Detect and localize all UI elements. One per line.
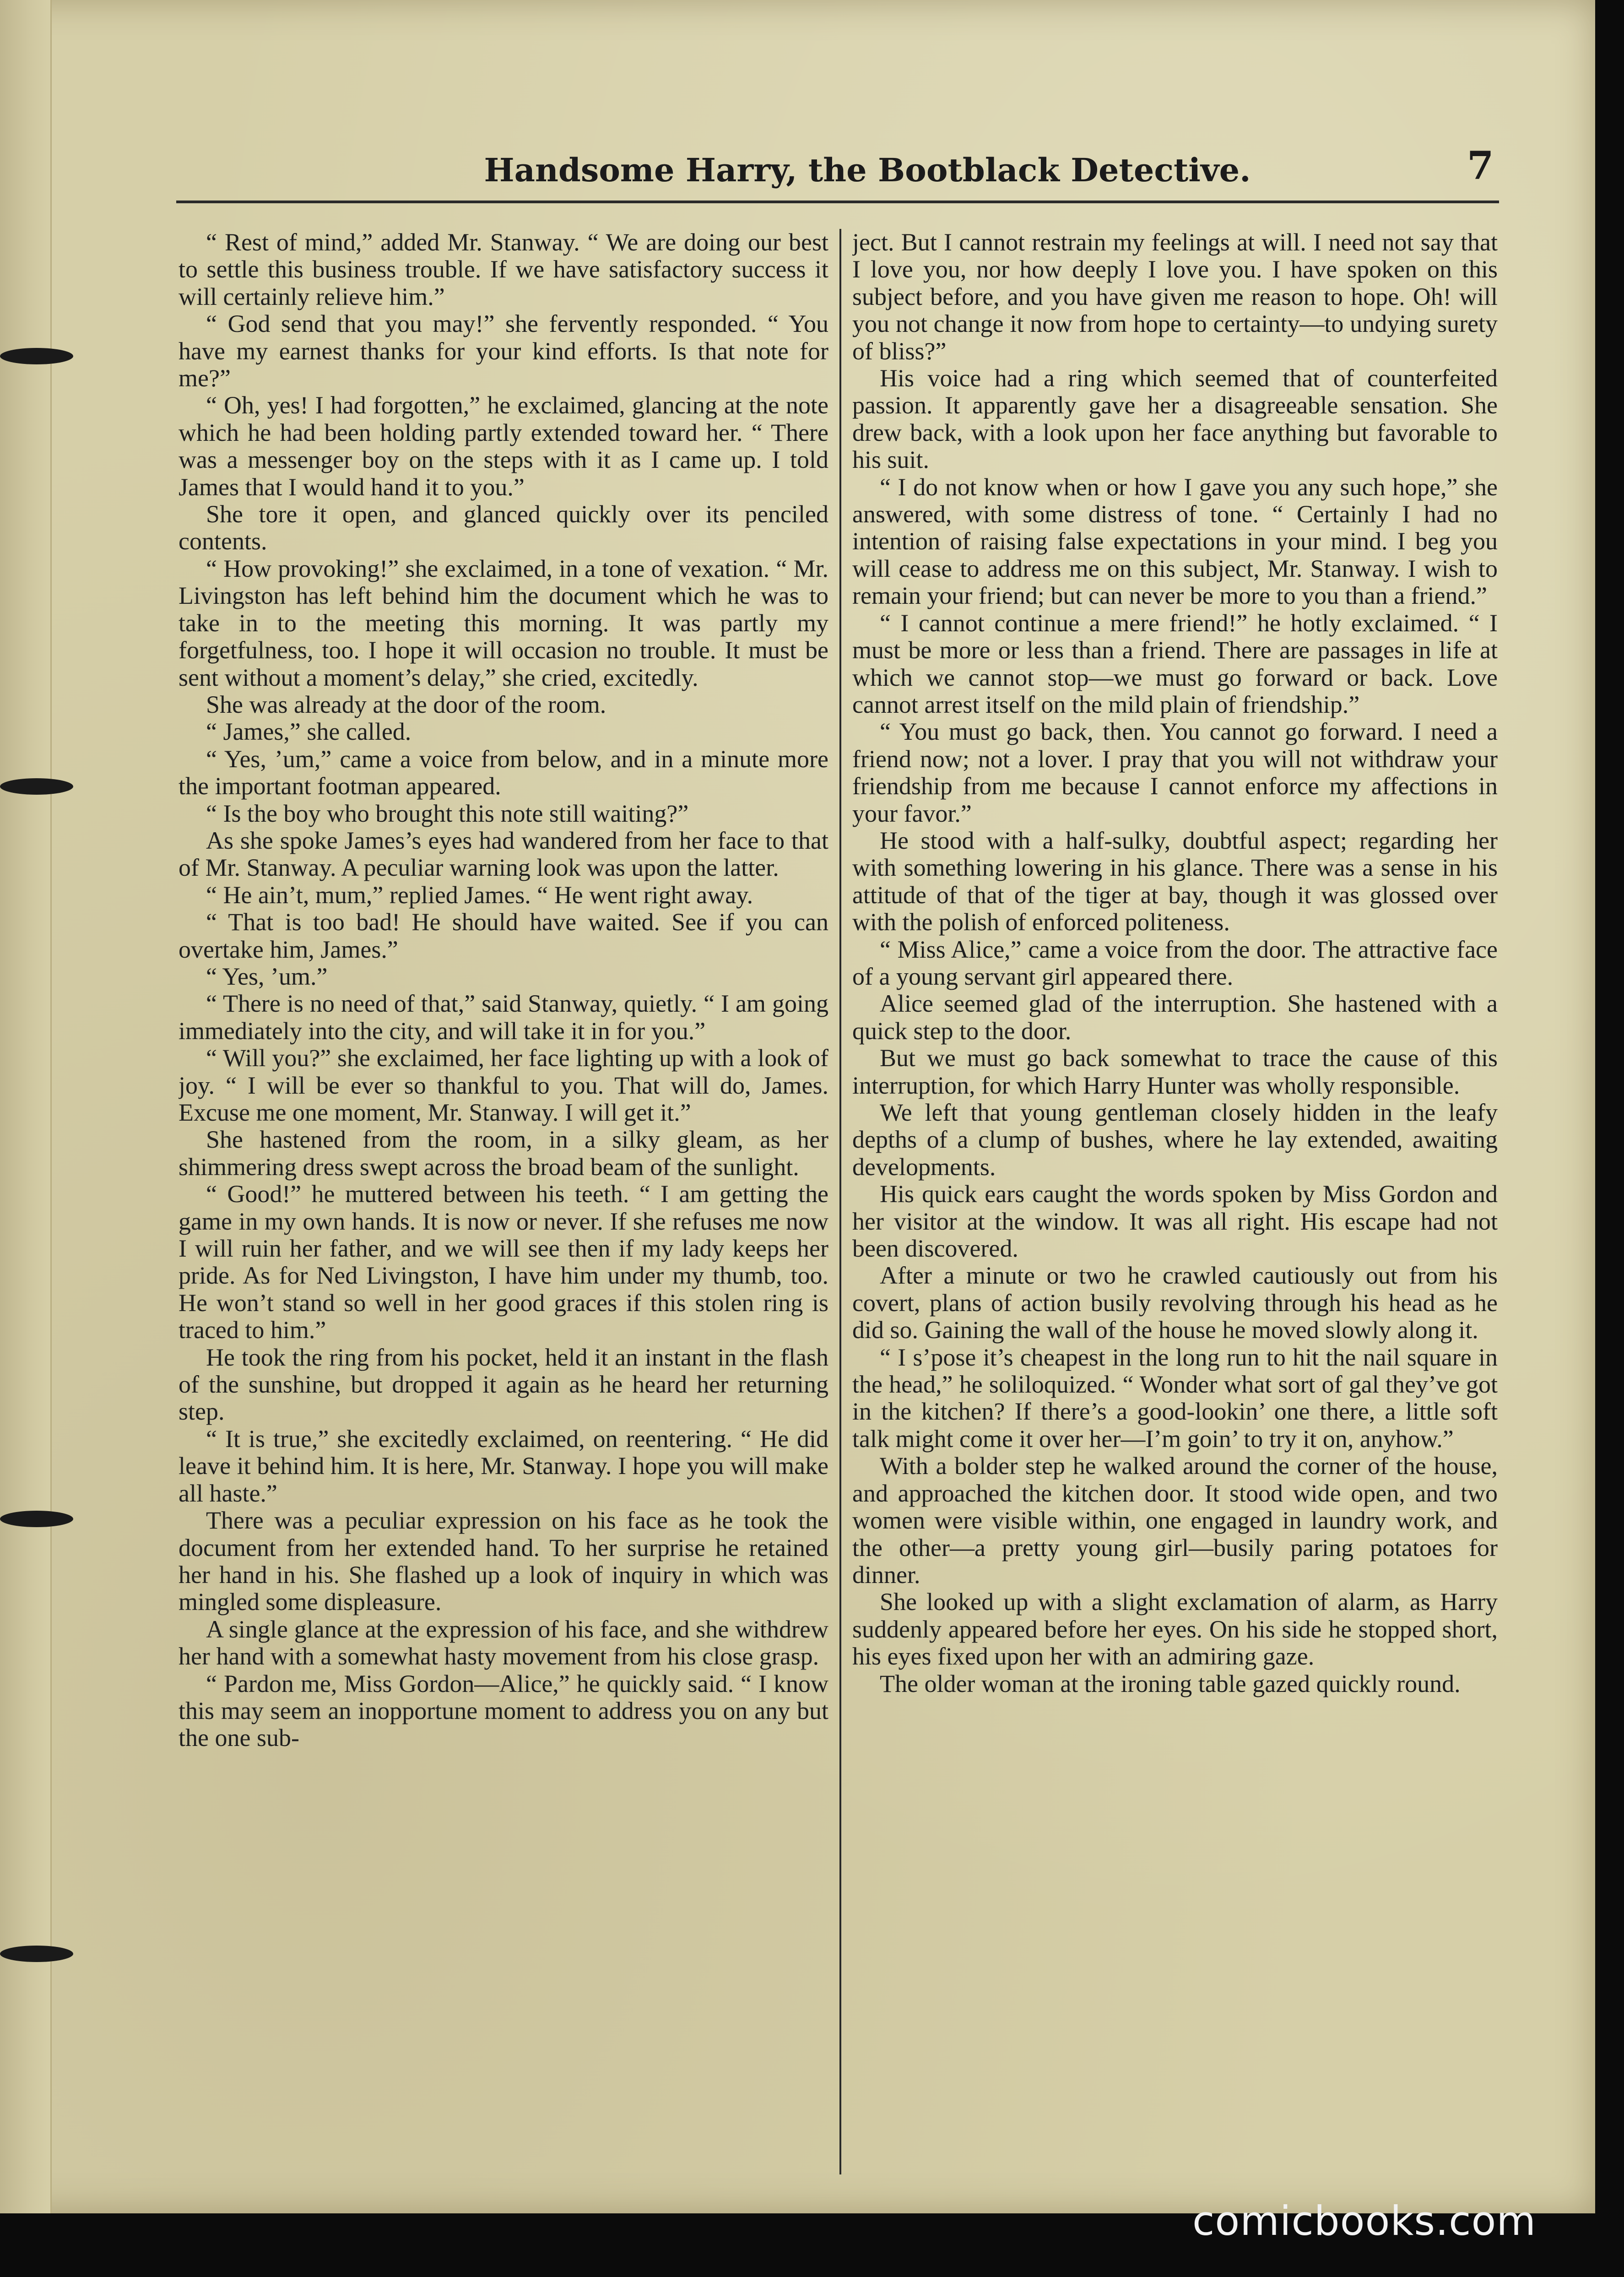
staple-hole-mark xyxy=(0,1511,73,1527)
paragraph: “ Will you?” she exclaimed, her face lighting up with a look of joy. “ I will be ever so thankful to you. That will do, James. Excuse me one moment, Mr. Stanway. I will get it.” xyxy=(179,1044,828,1126)
paragraph: “ Yes, ’um,” came a voice from below, and in a minute more the important footman appeared. xyxy=(179,745,828,800)
paragraph: “ He ain’t, mum,” replied James. “ He went right away. xyxy=(206,881,753,909)
paragraph: But we must go back somewhat to trace the cause of this interruption, for which Harry Hunter was wholly responsible. xyxy=(852,1044,1498,1099)
site-watermark: comicbooks.com xyxy=(1192,2197,1537,2244)
paragraph: “ I do not know when or how I gave you any such hope,” she answered, with some distress of tone. “ Certainly I had no intention of raising false expectations in your mind. I beg you will cease to address me on this subject, Mr. Stanway. I wish to remain your friend; but can never be more to you than a friend.” xyxy=(852,473,1498,610)
paragraph: A single glance at the expression of his face, and she withdrew her hand with a somewhat hasty movement from his close grasp. xyxy=(179,1615,828,1670)
paragraph: She looked up with a slight exclamation of alarm, as Harry suddenly appeared before her eyes. On his side he stopped short, his eyes fixed upon her with an admiring gaze. xyxy=(852,1588,1498,1670)
paragraph: “ Pardon me, Miss Gordon—Alice,” he quickly said. “ I know this may seem an inopportune moment to address you on any but the one sub- xyxy=(179,1670,828,1752)
staple-hole-mark xyxy=(0,778,73,795)
left-text-column xyxy=(179,229,828,2174)
paragraph: The older woman at the ironing table gazed quickly round. xyxy=(880,1670,1461,1697)
paragraph: We left that young gentleman closely hidden in the leafy depths of a clump of bushes, where he lay extended, awaiting developments. xyxy=(852,1099,1498,1181)
right-text-column xyxy=(852,229,1498,2174)
paragraph: There was a peculiar expression on his face as he took the document from her extended hand. To her surprise he retained her hand in his. She flashed up a look of inquiry in which was mingled some displeasure. xyxy=(179,1507,828,1616)
paragraph: Alice seemed glad of the interruption. She hastened with a quick step to the door. xyxy=(852,990,1498,1045)
paragraph: “ There is no need of that,” said Stanway, quietly. “ I am going immediately into the city, and will take it in for you.” xyxy=(179,990,828,1045)
paragraph: “ How provoking!” she exclaimed, in a tone of vexation. “ Mr. Livingston has left behind him the document which he was to take in to the meeting this morning. It was partly my forgetfulness, too. I hope it will occasion no trouble. It must be sent without a moment’s delay,” she cried, excitedly. xyxy=(179,554,828,691)
staple-hole-mark xyxy=(0,1946,73,1962)
column-divider xyxy=(839,229,841,2174)
paragraph: She was already at the door of the room. xyxy=(206,690,606,718)
paragraph: “ Miss Alice,” came a voice from the door. The attractive face of a young servant girl appeared there. xyxy=(852,935,1498,990)
paragraph: “ God send that you may!” she fervently responded. “ You have my earnest thanks for your kind efforts. Is that note for me?” xyxy=(179,310,828,392)
paragraph: “ It is true,” she excitedly exclaimed, on reentering. “ He did leave it behind him. It is here, Mr. Stanway. I hope you will make all haste.” xyxy=(179,1425,828,1507)
staple-hole-mark xyxy=(0,348,73,364)
paragraph: “ Good!” he muttered between his teeth. “ I am getting the game in my own hands. It is now or never. If she refuses me now I will ruin her father, and we will see then if my lady keeps her pride. As for Ned Livingston, I have him under my thumb, too. He won’t stand so well in her good graces if this stolen ring is traced to him.” xyxy=(179,1180,828,1344)
paragraph: She hastened from the room, in a silky gleam, as her shimmering dress swept across the broad beam of the sunlight. xyxy=(179,1126,828,1181)
paragraph: With a bolder step he walked around the corner of the house, and approached the kitchen door. It stood wide open, and two women were visible within, one engaged in laundry work, and the other—a pretty young girl—busily paring potatoes for dinner. xyxy=(852,1452,1498,1588)
paragraph: After a minute or two he crawled cautiously out from his covert, plans of action busily revolving through his head as he did so. Gaining the wall of the house he moved slowly along it. xyxy=(852,1262,1498,1344)
binding-spine xyxy=(0,0,52,2213)
paragraph: “ Rest of mind,” added Mr. Stanway. “ We are doing our best to settle this business trouble. If we have satisfactory success it will certainly relieve him.” xyxy=(179,229,828,310)
paragraph: She tore it open, and glanced quickly over its penciled contents. xyxy=(179,500,828,555)
paragraph: “ You must go back, then. You cannot go forward. I need a friend now; not a lover. I pray that you will not withdraw your friendship from me because I cannot enforce my affections in your favor.” xyxy=(852,718,1498,827)
paragraph: “ I cannot continue a mere friend!” he hotly exclaimed. “ I must be more or less than a friend. There are passages in life at which we cannot stop—we must go forward or back. Love cannot arrest itself on the mild plain of friendship.” xyxy=(852,609,1498,718)
paragraph: He stood with a half-sulky, doubtful aspect; regarding her with something lowering in his glance. There was a sense in his attitude of that of the tiger at bay, though it was glossed over with the polish of enforced politeness. xyxy=(852,826,1498,936)
paragraph: He took the ring from his pocket, held it an instant in the flash of the sunshine, but dropped it again as he heard her returning step. xyxy=(179,1343,828,1426)
paragraph: “ Is the boy who brought this note still waiting?” xyxy=(206,799,689,827)
paragraph: “ That is too bad! He should have waited. See if you can overtake him, James.” xyxy=(179,908,828,963)
paragraph: “ Yes, ’um.” xyxy=(206,962,328,990)
paragraph: His voice had a ring which seemed that of counterfeited passion. It apparently gave her a disagreeable sensation. She drew back, with a look upon her face anything but favorable to his suit. xyxy=(852,364,1498,474)
paragraph: “ I s’pose it’s cheapest in the long run to hit the nail square in the head,” he soliloquized. “ Wonder what sort of gal they’ve got in the kitchen? If there’s a good-lookin’ one there, a little soft talk might come it over her—I’m goin’ to try it on, anyhow.” xyxy=(852,1343,1498,1453)
paragraph: “ Oh, yes! I had forgotten,” he exclaimed, glancing at the note which he had been holding partly extended toward her. “ There was a messenger boy on the steps with it as I came up. I told James that I would hand it to you.” xyxy=(179,391,828,501)
page-number: 7 xyxy=(1467,143,1494,188)
header-rule xyxy=(176,201,1499,203)
paragraph: ject. But I cannot restrain my feelings at will. I need not say that I love you, nor how deeply I love you. I have spoken on this subject before, and you have given me reason to hope. Oh! will you not change it now from hope to certainty—to undying surety of bliss?” xyxy=(852,229,1498,365)
running-header-title: Handsome Harry, the Bootblack Detective. xyxy=(484,151,1251,189)
paragraph: As she spoke James’s eyes had wandered from her face to that of Mr. Stanway. A peculiar warning look was upon the latter. xyxy=(179,826,828,882)
paragraph: His quick ears caught the words spoken by Miss Gordon and her visitor at the window. It was all right. His escape had not been discovered. xyxy=(852,1180,1498,1263)
paragraph: “ James,” she called. xyxy=(206,718,411,746)
